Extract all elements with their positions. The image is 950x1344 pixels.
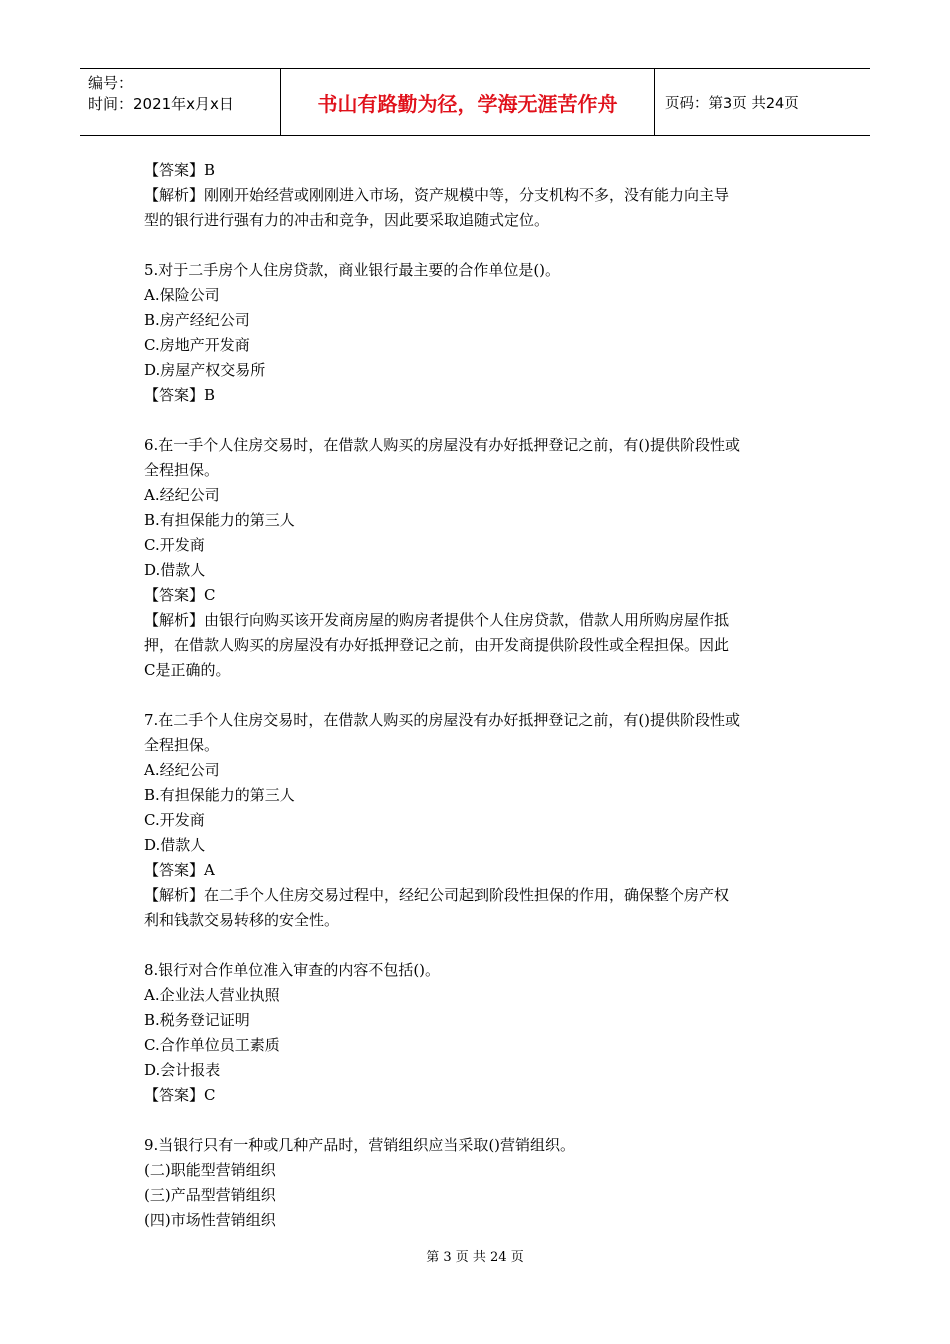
text-line: (三)产品型营销组织 — [144, 1186, 276, 1204]
text-line: D.借款人 — [144, 561, 206, 579]
header-number-label: 编号： — [88, 74, 134, 92]
paragraph-gap — [144, 1108, 812, 1133]
question-block — [144, 1133, 812, 1233]
text-line: (二)职能型营销组织 — [144, 1161, 276, 1179]
text-line: B.有担保能力的第三人 — [144, 786, 295, 804]
text-line: B.有担保能力的第三人 — [144, 511, 295, 529]
paragraph-gap — [144, 408, 812, 433]
text-line: A.经纪公司 — [144, 486, 220, 504]
text-line: 全程担保。 — [144, 461, 220, 479]
text-line: D.借款人 — [144, 836, 206, 854]
page-header — [80, 68, 870, 136]
text-line: 利和钱款交易转移的安全性。 — [144, 911, 340, 929]
text-line: 8.银行对合作单位准入审查的内容不包括()。 — [144, 961, 441, 979]
text-line: 【答案】C — [144, 586, 216, 604]
text-line: 7.在二手个人住房交易时，在借款人购买的房屋没有办好抵押登记之前，有()提供阶段性或 — [144, 711, 741, 729]
text-line: C.开发商 — [144, 536, 205, 554]
text-line: C是正确的。 — [144, 661, 231, 679]
text-line: A.保险公司 — [144, 286, 220, 304]
text-line: 9.当银行只有一种或几种产品时，营销组织应当采取()营销组织。 — [144, 1136, 576, 1154]
text-line: A.经纪公司 — [144, 761, 220, 779]
text-line: 5.对于二手房个人住房贷款，商业银行最主要的合作单位是()。 — [144, 261, 561, 279]
text-line: 【答案】C — [144, 1086, 216, 1104]
text-line: B.税务登记证明 — [144, 1011, 250, 1029]
text-line: C.房地产开发商 — [144, 336, 250, 354]
text-line: A.企业法人营业执照 — [144, 986, 280, 1004]
question-block — [144, 433, 812, 683]
header-time-label: 时间：2021年x月x日 — [88, 95, 234, 113]
text-line: 【解析】在二手个人住房交易过程中，经纪公司起到阶段性担保的作用，确保整个房产权 — [144, 886, 730, 904]
paragraph-gap — [144, 933, 812, 958]
text-line: 押，在借款人购买的房屋没有办好抵押登记之前，由开发商提供阶段性或全程担保。因此 — [144, 636, 730, 654]
text-line: B.房产经纪公司 — [144, 311, 250, 329]
question-block — [144, 708, 812, 933]
header-meta — [80, 69, 281, 135]
text-line: C.合作单位员工素质 — [144, 1036, 280, 1054]
text-line: 型的银行进行强有力的冲击和竞争，因此要采取追随式定位。 — [144, 211, 550, 229]
text-line: 6.在一手个人住房交易时，在借款人购买的房屋没有办好抵押登记之前，有()提供阶段性或 — [144, 436, 741, 454]
text-line: 【解析】由银行向购买该开发商房屋的购房者提供个人住房贷款，借款人用所购房屋作抵 — [144, 611, 730, 629]
paragraph-gap — [144, 233, 812, 258]
text-line: D.房屋产权交易所 — [144, 361, 266, 379]
document-body — [144, 158, 812, 1233]
question-block — [144, 258, 812, 408]
text-line: 【答案】A — [144, 861, 215, 879]
question-block — [144, 158, 812, 233]
text-line: 全程担保。 — [144, 736, 220, 754]
paragraph-gap — [144, 683, 812, 708]
text-line: 【解析】刚刚开始经营或刚刚进入市场，资产规模中等，分支机构不多，没有能力向主导 — [144, 186, 730, 204]
text-line: 【答案】B — [144, 161, 216, 179]
text-line: D.会计报表 — [144, 1061, 221, 1079]
question-block — [144, 958, 812, 1108]
text-line: C.开发商 — [144, 811, 205, 829]
page-footer: 第 3 页 共 24 页 — [426, 1250, 524, 1265]
header-motto: 书山有路勤为径，学海无涯苦作舟 — [281, 69, 655, 135]
header-page-info: 页码：第3页 共24页 — [665, 95, 799, 112]
text-line: 【答案】B — [144, 386, 216, 404]
text-line: (四)市场性营销组织 — [144, 1211, 276, 1229]
